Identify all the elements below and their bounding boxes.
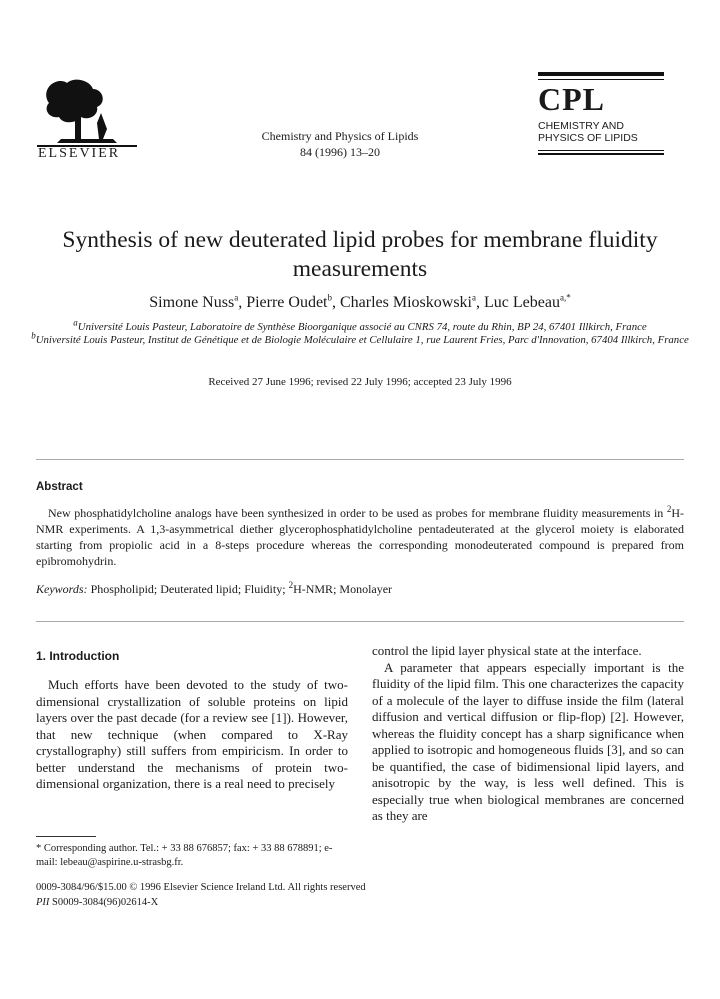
author-sup: a,*	[559, 292, 571, 303]
footnote-rule	[36, 836, 96, 837]
copyright-footer	[36, 880, 366, 910]
journal-citation: 84 (1996) 13–20	[300, 145, 380, 159]
affiliations	[20, 317, 700, 347]
body-paragraph: Much efforts have been devoted to the study of two-dimensional crystallization of soluble proteins on lipid layers over the past decade (for a review see [1]). However, that new technique (when compared to X-Ray crystallography) still suffers from empiricism. In order to better understand the mechanisms of protein two-dimensional organization, there is a real need to precisely	[36, 677, 348, 791]
author-sup: a	[234, 292, 239, 303]
divider	[36, 621, 684, 622]
elsevier-tree-logo	[37, 73, 137, 147]
affiliation-b: $^b$Université Louis Pasteur, Institut de Génétique et de Biologie Moléculaire et Cellulaire 1, rue Laurent Fries, Parc d'Innovation, 67404 Illkirch, France	[31, 330, 689, 346]
body-paragraph: control the lipid layer physical state at the interface.	[372, 643, 642, 658]
publisher-name: ELSEVIER	[38, 146, 121, 161]
abstract-heading: Abstract	[36, 481, 83, 493]
received-dates: Received 27 June 1996; revised 22 July 1996; accepted 23 July 1996	[208, 376, 512, 388]
abstract-text: New phosphatidylcholine analogs have been synthesized in order to be used as probes for membrane fluidity measurements in $^2$H-NMR experiments. A 1,3-asymmetrical diether glycerophosphatidylcholine pentadeuterated at the glycerol moiety is elaborated starting from propiolic acid in a 8-steps procedure whereas the corresponding monodeuterated compound is prepared from epibromohydrin.	[36, 504, 684, 568]
journal-name: Chemistry and Physics of Lipids	[261, 129, 419, 143]
author-name: Pierre Oudet	[246, 294, 328, 311]
journal-brand-line2: PHYSICS OF LIPIDS	[538, 132, 638, 144]
author-sup: b	[327, 292, 332, 303]
issn-line: 0009-3084/96/$15.00 © 1996 Elsevier Science Ireland Ltd. All rights reserved	[36, 882, 366, 893]
keywords-label: Keywords:	[36, 582, 88, 596]
author-name: Charles Mioskowski	[340, 294, 472, 311]
author-list: Simone Nuss$^a$, Pierre Oudet$^b$, Charles Mioskowski$^a$, Luc Lebeau$^{a,*}$	[149, 292, 571, 311]
keywords: Keywords: Phospholipid; Deuterated lipid; Fluidity; $^2$H-NMR; Monolayer	[36, 580, 393, 596]
body-paragraph: A parameter that appears especially important is the fluidity of the lipid film. This one characterizes the capacity of a molecule of the layer to diffuse inside the film (lateral diffusion and vertical diffusion or flip-flop) [2]. However, whereas the fluidity concept has a sharp significance when applied to isotropic and homogeneous fluids [3], and so can be quantified, the case of bidimensional lipid layers, and anisotropic by the way, is less well defined. This is especially true when biological membranes are concerned as they are	[372, 659, 684, 823]
left-column	[36, 677, 348, 793]
author-sup: a	[472, 292, 476, 303]
right-column	[372, 643, 684, 825]
author-name: Luc Lebeau	[484, 294, 560, 311]
section-heading: 1. Introduction	[36, 649, 120, 663]
journal-abbrev: CPL	[538, 81, 605, 117]
journal-brand-line1: CHEMISTRY AND	[538, 120, 624, 132]
affiliation-a: $^a$Université Louis Pasteur, Laboratoire de Synthèse Bioorganique associé au CNRS 74, route du Rhin, BP 24, 67401 Illkirch, France	[73, 317, 647, 333]
pii-line: PII S0009-3084(96)02614-X	[36, 897, 159, 908]
paper-title: Synthesis of new deuterated lipid probes for membrane fluidity measurements	[62, 227, 658, 282]
author-name: Simone Nuss	[149, 294, 235, 311]
journal-brand-block	[538, 72, 664, 157]
divider	[36, 459, 684, 460]
corresponding-author-footnote: * Corresponding author. Tel.: + 33 88 676857; fax: + 33 88 678891; e-mail: lebeau@aspirine.u-strasbg.fr.	[36, 843, 333, 868]
journal-citation-block	[210, 128, 470, 160]
